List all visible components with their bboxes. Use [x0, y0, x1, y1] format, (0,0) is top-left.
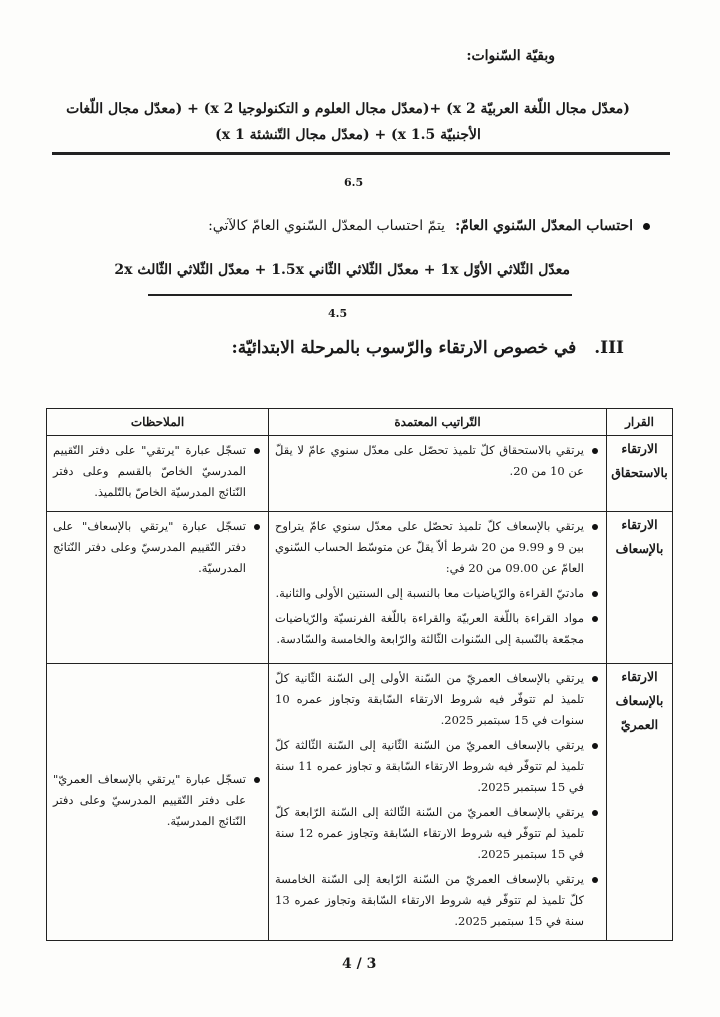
- rule-item: يرتقي بالإسعاف كلّ تلميذ تحصّل على معدّل سنوي عامّ يتراوح بين 9 و 9.99 من 20 شرط ألاّ يقلّ عن متوسّط الحساب السّنوي العامّ عن 09.00 من 20 في:: [275, 516, 598, 579]
- rule-item: يرتقي بالإسعاف العمريّ من السّنة الثّالثة إلى السّنة الرّابعة كلّ تلميذ لم تتوفّر فيه شروط الارتقاء السّابقة وتجاوز عمره 12 سنة في 15 سبتمبر 2025.: [275, 802, 598, 865]
- notes-cell: [47, 664, 269, 941]
- table-row: [47, 664, 673, 941]
- page-number: 4 / 3: [342, 956, 377, 972]
- weighted-average-formula: (معدّل مجال اللّغة العربيّة 2 x) +(معدّل مجال العلوم و التكنولوجيا 2 x) + (معدّل مجال اللّغات الأجنبيّة 1.5 x) + (معدّل مجال التّنشئة 1 x): [66, 101, 630, 143]
- notes-cell: [47, 436, 269, 512]
- table-row: [47, 512, 673, 664]
- formula-denominator: 4.5: [328, 307, 348, 320]
- annual-average-bullet: [208, 218, 650, 234]
- decision-cell: الارتقاء بالإسعاف العمريّ: [607, 664, 673, 941]
- section-title: في خصوص الارتقاء والرّسوب بالمرحلة الابتدائيّة:: [231, 338, 577, 358]
- rules-cell: [269, 512, 607, 664]
- intro-heading: وبقيّة السّنوات:: [466, 48, 555, 64]
- note-item: تسجّل عبارة "يرتقي" على دفتر التّقييم المدرسيّ الخاصّ بالقسم وعلى دفتر النّتائج المدرسيّة الخاصّ بالتّلميذ.: [53, 440, 260, 503]
- note-item: تسجّل عبارة "يرتقي بالإسعاف العمريّ" على دفتر التّقييم المدرسيّ وعلى دفتر النّتائج المدرسيّة.: [53, 769, 260, 832]
- header-rules: التّراتيب المعتمدة: [269, 409, 607, 436]
- header-decision: القرار: [607, 409, 673, 436]
- fraction-bar: [148, 294, 572, 296]
- rules-cell: [269, 436, 607, 512]
- decision-cell: الارتقاء بالإسعاف: [607, 512, 673, 664]
- rule-item: يرتقي بالإسعاف العمريّ من السّنة الثّانية إلى السّنة الثّالثة كلّ تلميذ لم تتوفّر فيه شروط الارتقاء السّابقة و تجاوز عمره 11 سنة في 15 سبتمبر 2025.: [275, 735, 598, 798]
- rule-item: مادتيّ القراءة والرّياضيات معا بالنسبة إلى السنتين الأولى والثانية.: [275, 583, 598, 604]
- formula-denominator: 6.5: [344, 176, 364, 189]
- note-item: تسجّل عبارة "يرتقي بالإسعاف" على دفتر التّقييم المدرسيّ وعلى دفتر النّتائج المدرسيّة.: [53, 516, 260, 579]
- table-header-row: [47, 409, 673, 436]
- promotion-rules-table: [46, 408, 673, 941]
- rule-item: مواد القراءة باللّغة العربيّة والقراءة باللّغة الفرنسيّة والرّياضيات مجمّعة بالنّسبة إلى السّنوات الثّالثة والرّابعة والخامسة والسّادسة.: [275, 608, 598, 650]
- rules-cell: [269, 664, 607, 941]
- rule-item: يرتقي بالاستحقاق كلّ تلميذ تحصّل على معدّل سنوي عامّ لا يقلّ عن 10 من 20.: [275, 440, 598, 482]
- rule-item: يرتقي بالإسعاف العمريّ من السّنة الأولى إلى السّنة الثّانية كلّ تلميذ لم تتوفّر فيه شروط الارتقاء السّابقة وتجاوز عمره 10 سنوات في 15 سبتمبر 2025.: [275, 668, 598, 731]
- bullet-icon: [643, 223, 650, 230]
- section-number: III.: [594, 338, 624, 358]
- header-notes: الملاحظات: [47, 409, 269, 436]
- annual-average-text: يتمّ احتساب المعدّل السّنوي العامّ كالآتي:: [208, 218, 446, 234]
- annual-average-formula: معدّل الثّلاثي الأوّل 1x + معدّل الثّلاثي الثّاني 1.5x + معدّل الثّلاثي الثّالث 2x: [114, 262, 570, 278]
- decision-cell: الارتقاء بالاستحقاق: [607, 436, 673, 512]
- rule-item: يرتقي بالإسعاف العمريّ من السّنة الرّابعة إلى السّنة الخامسة كلّ تلميذ لم تتوفّر فيه شروط الارتقاء السّابقة وتجاوز عمره 13 سنة في 15 سبتمبر 2025.: [275, 869, 598, 932]
- fraction-bar: [52, 152, 670, 155]
- annual-average-label: احتساب المعدّل السّنوي العامّ:: [455, 218, 633, 234]
- table-row: [47, 436, 673, 512]
- section-heading: [231, 338, 624, 358]
- notes-cell: [47, 512, 269, 664]
